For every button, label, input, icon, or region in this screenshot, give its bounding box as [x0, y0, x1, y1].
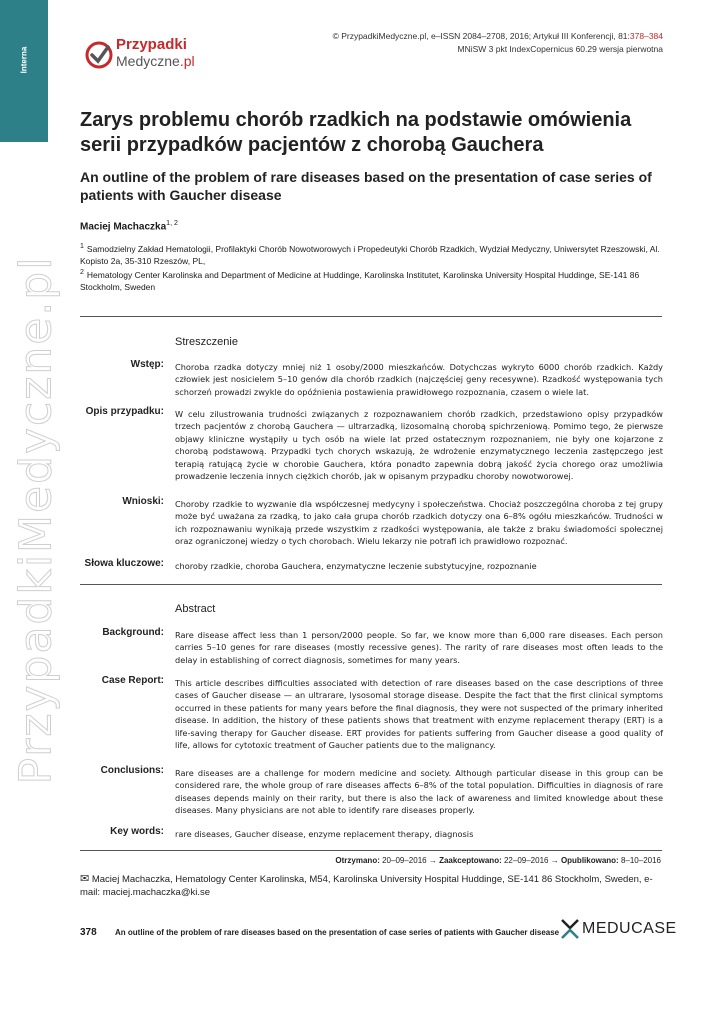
logo-line-2: Medyczne.pl — [116, 53, 195, 69]
header-citation: © PrzypadkiMedyczne.pl, e–ISSN 2084–2708, 2016; Artykuł III Konferencji, 81: — [332, 31, 630, 41]
abstract-text-background: Rare disease affect less than 1 person/2000 people. So far, we know more than 6,000 rare diseases. Each person carries 5–10 genes for rare diseases (mostly recessive genes). The rarity of rare diseases most often leads to the delay in establishing of correct diagnosis, sometimes for many years. — [175, 630, 663, 665]
abstract-label-keywords: Key words: — [110, 826, 164, 837]
title-polish: Zarys problemu chorób rzadkich na podstawie omówienia serii przypadków pacjentów z chorobą Gauchera — [80, 109, 632, 156]
publication-dates: Otrzymano: 20–09–2016 → Zaakceptowano: 22–09–2016 → Opublikowano: 8–10–2016 — [335, 856, 661, 865]
streszczenie-label-wnioski: Wnioski: — [122, 496, 164, 507]
streszczenie-label-opis: Opis przypadku: — [85, 406, 164, 417]
logo-line-1: Przypadki — [116, 36, 187, 53]
streszczenie-text-wnioski: Choroby rzadkie to wyzwanie dla współczesnej medycyny i społeczeństwa. Chociaż poszczególna choroba z tej grupy może być uważana za rzadką, to jako cała grupa chorób rzadkich dotyczy ona 6–8% ogółu mieszkańców. Trudności w ich rozpoznawaniu wynikają przede wszystkim z rzadkości występowania, ale także z braku świadomości społecznej oraz ograniczonej wiedzy o tych chorobach. Wielu lekarzy nie potrafi ich prawidłowo rozpoznać. — [175, 499, 663, 547]
page-number: 378 — [80, 927, 97, 938]
title-english: An outline of the problem of rare diseases based on the presentation of case series of patients with Gaucher disease — [80, 169, 652, 203]
streszczenie-heading: Streszczenie — [175, 336, 238, 348]
checkmark-logo-icon — [84, 40, 114, 70]
publisher-logo — [560, 918, 677, 942]
streszczenie-label-wstep: Wstęp: — [130, 359, 164, 370]
correspondence — [80, 873, 670, 899]
section-side-tab — [0, 0, 48, 142]
correspondence-text: Maciej Machaczka, Hematology Center Karolinska, M54, Karolinska University Hospital Huddinge, SE-141 86 Stockholm, Sweden, e-mail: maciej.machaczka@ki.se — [80, 874, 653, 898]
divider — [80, 316, 662, 317]
publisher-name: MEDUCASE — [582, 920, 677, 937]
journal-logo — [84, 34, 204, 74]
publisher-mark-icon — [560, 918, 580, 940]
divider — [80, 850, 662, 851]
abstract-text-case-report: This article describes difficulties associated with detection of rare diseases based on the case descriptions of three cases of Gaucher disease — an ultrarare, lysosomal storage disease. Despite the fact that the first clinical symptoms occurred in these patients for many years before the final diagnosis, they were not suspected of the primary inherited disease. In addition, the history of these patients shows that treatment with enzyme replacement therapy (ERT) is a life-saving therapy for Gaucher disease. ERT provides for patients suffering from Gaucher disease a good quality of life, allows for cytotoxic treatment of Gaucher patients due to the malignancy. — [175, 678, 663, 751]
divider — [80, 584, 662, 585]
streszczenie-text-wstep: Choroba rzadka dotyczy mniej niż 1 osoby/2000 mieszkańców. Dotychczas wykryto 6000 chorób rzadkich. Każdy człowiek jest nosicielem 5–10 genów dla chorób rzadkich (najczęściej geny recesywne). Rzadkość występowania tych schorzeń prowadzi zwykle do opóźnienia postawienia prawidłowego rozpoznania, czasem o wiele lat. — [175, 362, 663, 397]
header-metrics: MNiSW 3 pkt IndexCopernicus 60.29 wersja pierwotna — [457, 44, 663, 54]
journal-header — [333, 30, 663, 56]
header-pages: 378–384 — [629, 31, 663, 41]
author-name: Maciej Machaczka — [80, 221, 167, 233]
affiliation-1: $^1$ Samodzielny Zakład Hematologii, Profilaktyki Chorób Nowotworowych i Propedeutyki Chorób Rzadkich, Wydział Medyczny, Uniwersytet Rzeszowski, Al. Kopisto 2a, 35-310 Rzeszów, PL, — [80, 243, 660, 266]
author-affiliation-refs: 1, 2 — [166, 220, 178, 227]
abstract-heading: Abstract — [175, 603, 216, 615]
abstract-label-background: Background: — [102, 627, 164, 638]
footer-title: An outline of the problem of rare diseases based on the presentation of case series of patients with Gaucher disease — [115, 928, 560, 937]
streszczenie-label-keywords: Słowa kluczowe: — [84, 558, 164, 569]
watermark: PrzypadkiMedyczne.pl — [10, 255, 62, 785]
abstract-text-keywords: rare diseases, Gaucher disease, enzyme replacement therapy, diagnosis — [175, 829, 474, 839]
envelope-icon: ✉ — [80, 873, 90, 885]
author — [80, 220, 178, 232]
abstract-text-conclusions: Rare diseases are a challenge for modern medicine and society. Although particular disease in this group can be considered rare, the whole group of rare diseases affects 6–8% of the total population. Difficulties in diagnosis of rare diseases depends mainly on their rarity, but there is also the lack of awareness and limited knowledge about these diseases. Many physicians are not able to identify rare diseases properly. — [175, 768, 663, 816]
abstract-label-case-report: Case Report: — [101, 675, 164, 686]
abstract-label-conclusions: Conclusions: — [100, 765, 164, 776]
streszczenie-text-opis: W celu zilustrowania trudności związanych z rozpoznawaniem chorób rzadkich, przedstawiono opisy przypadków trzech pacjentów z chorobą Gauchera — ultrarzadką, lizosomalną chorobą spichrzeniową. Pomimo tego, że pierwsze objawy kliniczne wystąpiły u tych osób na wiele lat przed ostatecznym rozpoznaniem, nie były one kojarzone z chorobą podstawową. Przypadki tych chorych wskazują, że wdrożenie enzymatycznego leczenia zastępczego jest terapią ratującą życie w chorobie Gauchera, która ponadto zapewnia dobrą jakość życia chorego oraz umożliwia prowadzenie leczenia innych ciężkich chorób, jak w opisanym przypadku choroby nowotworowej. — [175, 409, 663, 482]
streszczenie-text-keywords: choroby rzadkie, choroba Gauchera, enzymatyczne leczenie substytucyjne, rozpoznanie — [175, 561, 537, 571]
section-label: Interna — [19, 46, 29, 74]
affiliation-2: $^2$ Hematology Center Karolinska and Department of Medicine at Huddinge, Karolinska Institutet, Karolinska University Hospital Huddinge, SE-141 86 Stockholm, Sweden — [80, 269, 640, 292]
